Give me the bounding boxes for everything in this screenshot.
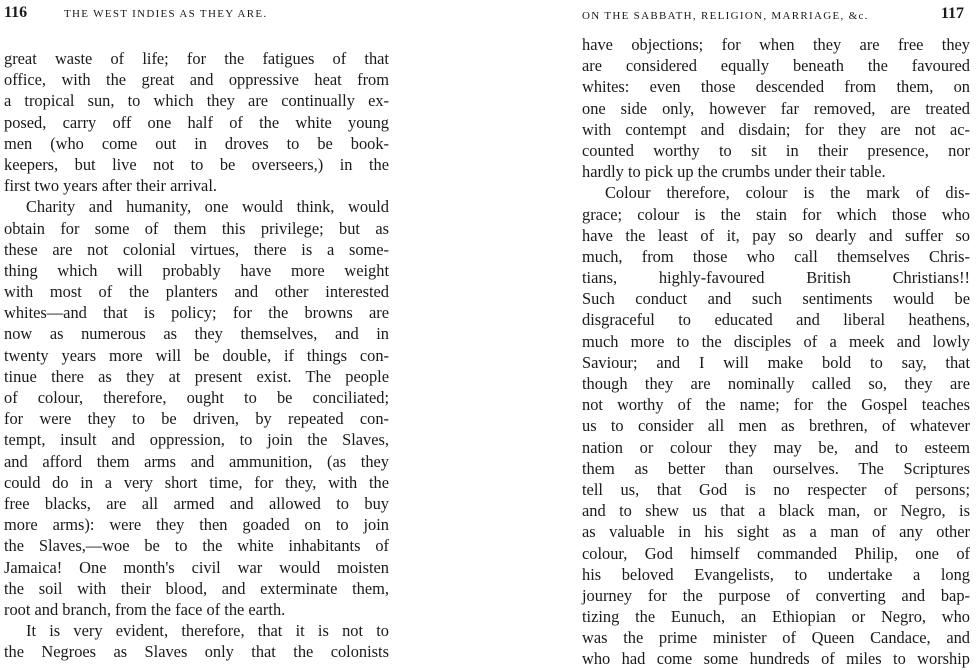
text-line: a tropical sun, to which they are continually ex- bbox=[4, 91, 389, 111]
text-line: colour, God himself commanded Philip, one of bbox=[582, 543, 970, 563]
text-line: and to shew us that a black man, or Negro, is bbox=[582, 501, 970, 521]
text-line: his beloved Evangelists, to undertake a long bbox=[582, 564, 970, 584]
right-page bbox=[572, 0, 980, 669]
text-line: these are not colonial virtues, there is a some- bbox=[4, 239, 389, 259]
text-line: It is very evident, therefore, that it is not to bbox=[26, 621, 389, 641]
text-line: of colour, therefore, ought to be conciliated; bbox=[4, 388, 389, 407]
text-line: the Slaves,—woe be to the white inhabitants of bbox=[4, 536, 389, 556]
text-line: keepers, but live not to be overseers,) in the bbox=[4, 154, 389, 174]
text-line: much, from those who call themselves Chris- bbox=[582, 246, 970, 266]
text-line: much more to the disciples of a meek and lowly bbox=[582, 331, 970, 351]
text-line: journey for the purpose of converting and bap- bbox=[582, 585, 970, 605]
left-page-body bbox=[0, 48, 405, 662]
text-line: tians, highly-favoured British Christians!! bbox=[582, 268, 970, 288]
text-line: Such conduct and such sentiments would be bbox=[582, 289, 970, 309]
text-line: twenty years more will be double, if things con- bbox=[4, 345, 389, 365]
text-line: great waste of life; for the fatigues of that bbox=[4, 49, 389, 68]
text-line: nation or colour they may be, and to esteem bbox=[582, 437, 970, 457]
right-page-body bbox=[572, 34, 980, 670]
text-line: whites—and that is policy; for the browns are bbox=[4, 303, 389, 323]
text-line: and afford them arms and ammunition, (as they bbox=[4, 451, 389, 471]
text-line: Saviour; and I will make bold to say, that bbox=[582, 352, 970, 372]
text-line: could do in a very short time, for they, with the bbox=[4, 472, 389, 492]
running-head: THE WEST INDIES AS THEY ARE. bbox=[64, 8, 268, 20]
text-line: who had come some hundreds of miles to worship bbox=[582, 649, 970, 669]
text-line: with most of the planters and other interested bbox=[4, 282, 389, 302]
text-line: root and branch, from the face of the earth. bbox=[4, 599, 286, 619]
text-line: office, with the great and oppressive heat from bbox=[4, 70, 389, 90]
text-line: Colour therefore, colour is the mark of dis- bbox=[605, 183, 970, 203]
page-number: 116 bbox=[4, 4, 28, 21]
text-line: have the least of it, pay so dearly and suffer so bbox=[582, 225, 970, 245]
text-line: men (who come out in droves to be book- bbox=[4, 133, 389, 153]
left-page bbox=[0, 0, 405, 662]
text-line: more arms): were they then goaded on to join bbox=[4, 515, 389, 535]
left-page-header bbox=[0, 4, 405, 34]
text-line: counted worthy to sit in their presence, nor bbox=[582, 140, 970, 160]
text-line: one side only, however far removed, are treated bbox=[582, 98, 970, 118]
text-line: first two years after their arrival. bbox=[4, 176, 217, 196]
text-line: though they are nominally called so, they are bbox=[582, 374, 970, 393]
text-line: are considered equally beneath the favoured bbox=[582, 56, 970, 76]
text-line: Jamaica! One month's civil war would moisten bbox=[4, 557, 389, 577]
text-line: posed, carry off one half of the white young bbox=[4, 112, 389, 132]
text-line: the Negroes as Slaves only that the colonists bbox=[4, 642, 389, 662]
right-page-header bbox=[572, 4, 980, 34]
text-line: have objections; for when they are free they bbox=[582, 35, 970, 54]
text-line: tizing the Eunuch, an Ethiopian or Negro, who bbox=[582, 607, 970, 627]
text-line: was the prime minister of Queen Candace, and bbox=[582, 628, 970, 648]
text-line: us to consider all men as brethren, of whatever bbox=[582, 416, 970, 436]
text-line: Charity and humanity, one would think, would bbox=[26, 197, 389, 217]
text-line: tempt, insult and oppression, to join the Slaves, bbox=[4, 430, 389, 450]
text-line: obtain for some of them this privilege; but as bbox=[4, 218, 389, 238]
text-line: hardly to pick up the crumbs under their table. bbox=[582, 162, 886, 182]
text-line: the soil with their blood, and exterminate them, bbox=[4, 578, 389, 598]
page-number: 117 bbox=[940, 5, 964, 22]
text-line: thing which will probably have more weight bbox=[4, 260, 389, 280]
text-line: as valuable in his sight as a man of any other bbox=[582, 522, 970, 542]
text-line: free blacks, are all armed and allowed to buy bbox=[4, 493, 389, 513]
text-line: them as better than ourselves. The Scriptures bbox=[582, 458, 970, 478]
text-line: with contempt and disdain; for they are not ac- bbox=[582, 119, 970, 139]
running-head: ON THE SABBATH, RELIGION, MARRIAGE, &c. bbox=[582, 10, 869, 22]
text-line: not worthy of the name; for the Gospel teaches bbox=[582, 395, 970, 415]
text-line: disgraceful to educated and liberal heathens, bbox=[582, 310, 970, 330]
text-line: whites: even those descended from them, on bbox=[582, 77, 970, 97]
text-line: grace; colour is the stain for which those who bbox=[582, 204, 970, 224]
text-line: tinue there as they at present exist. The people bbox=[4, 366, 389, 386]
text-line: tell us, that God is no respecter of persons; bbox=[582, 479, 970, 499]
text-line: now as numerous as they themselves, and in bbox=[4, 324, 389, 344]
text-line: for were they to be driven, by repeated con- bbox=[4, 409, 389, 429]
